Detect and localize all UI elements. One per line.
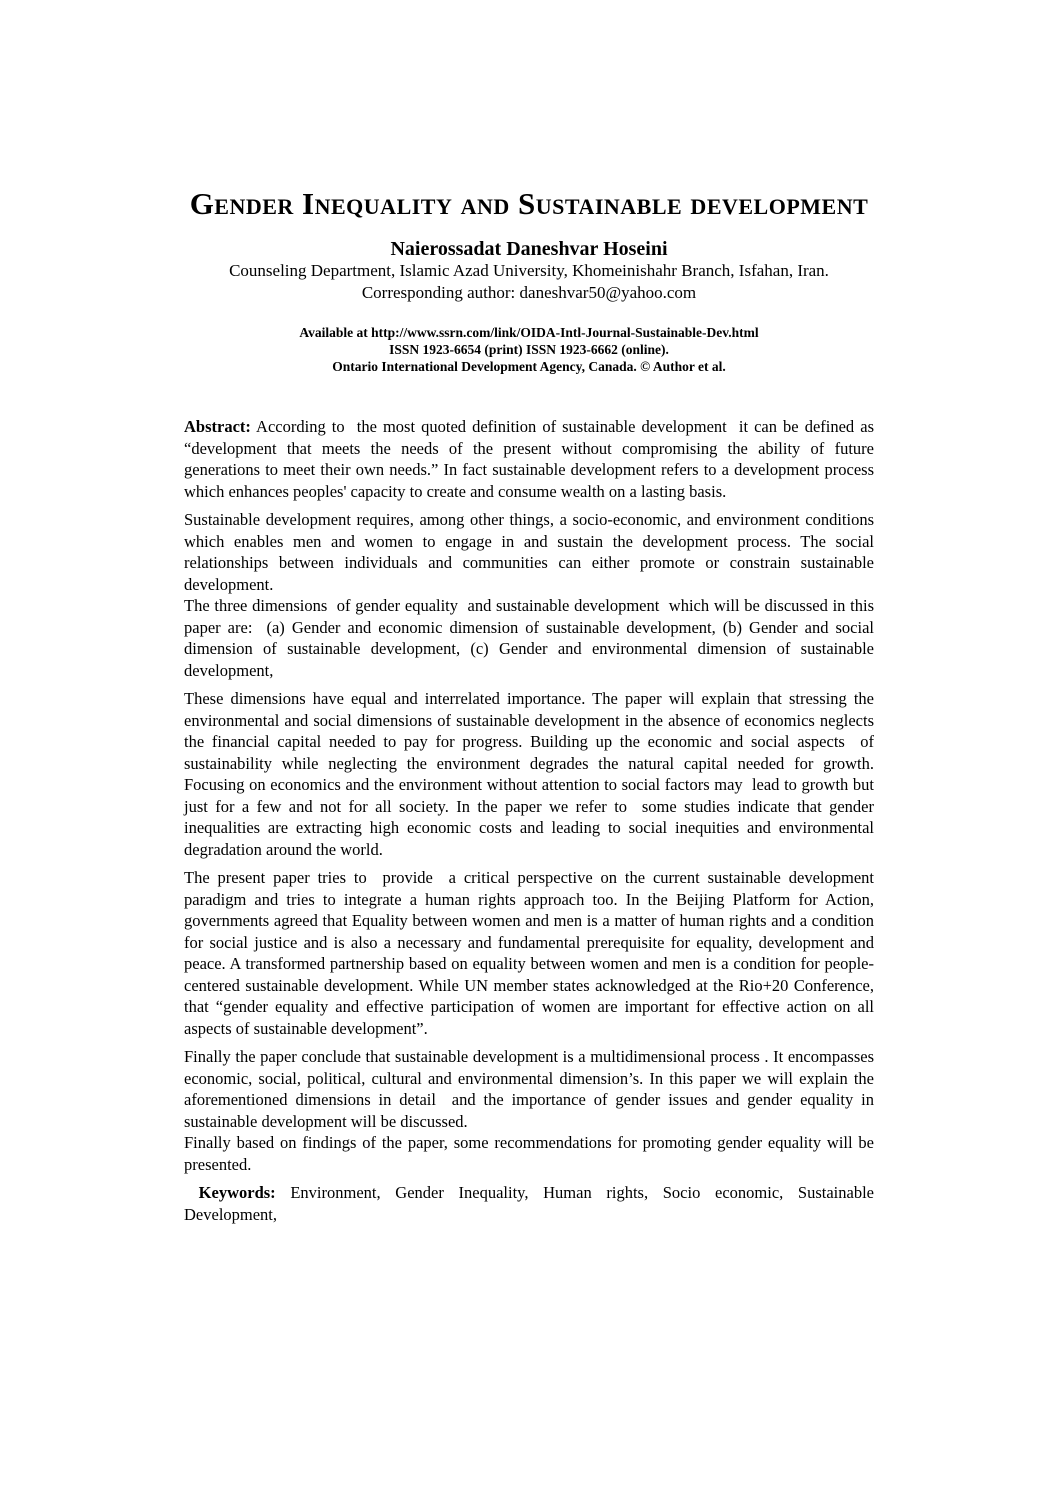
corresponding-author: Corresponding author: daneshvar50@yahoo.com bbox=[361, 283, 697, 302]
abstract-paragraph bbox=[184, 416, 879, 502]
abstract-paragraph bbox=[184, 509, 879, 595]
issn-line: ISSN 1923-6654 (print) ISSN 1923-6662 (online). bbox=[389, 342, 669, 357]
abstract-paragraph-text: The three dimensions of gender equality and sustainable development which will be discussed in this paper are: (a) Gender and economic dimension of sustainable development, (b) Gender and social dimension of sustainable development, (c) Gender and environmental dimension of sustainable development, bbox=[184, 596, 879, 680]
abstract-paragraph bbox=[184, 595, 879, 681]
author-affiliation: Counseling Department, Islamic Azad University, Khomeinishahr Branch, Isfahan, Iran. bbox=[229, 261, 829, 280]
keywords-text: Environment, Gender Inequality, Human rights, Socio economic, Sustainable Development, bbox=[184, 1183, 879, 1224]
abstract-paragraph bbox=[184, 1046, 879, 1132]
abstract-paragraph-text: These dimensions have equal and interrelated importance. The paper will explain that stressing the environmental and social dimensions of sustainable development in the absence of economics neglects the financial capital needed to pay for progress. Building up the economic and social aspects of sustainability while neglecting the environment degrades the natural capital needed for growth. Focusing on economics and the environment without attention to social factors may lead to growth but just for a few and not for all society. In the paper we refer to some studies indicate that gender inequalities are extracting high economic costs and leading to social inequities and environmental degradation around the world. bbox=[184, 689, 883, 859]
publisher-copyright-line: Ontario International Development Agency, Canada. © Author et al. bbox=[332, 359, 726, 374]
abstract-paragraph-text: According to the most quoted definition of sustainable development it can be defined as “development that meets the needs of the present without compromising the ability of future generations to meet their own needs.” In fact sustainable development refers to a development process which enhances peoples' capacity to create and consume wealth on a lasting basis. bbox=[184, 417, 879, 501]
abstract-paragraph-text: Sustainable development requires, among other things, a socio-economic, and environment conditions which enables men and women to engage in and sustain the development process. The social relationships between individuals and communities can either promote or constrain sustainable development. bbox=[184, 510, 879, 594]
paper-header bbox=[0, 0, 1058, 375]
author-name: Naierossadat Daneshvar Hoseini bbox=[390, 238, 668, 260]
availability-block bbox=[0, 324, 1058, 375]
paper-title: Gender Inequality and Sustainable development bbox=[189, 186, 869, 221]
abstract-paragraph-text: Finally based on findings of the paper, some recommendations for promoting gender equality will be presented. bbox=[184, 1133, 879, 1174]
keywords-label: Keywords: bbox=[184, 1183, 276, 1202]
availability-url: Available at http://www.ssrn.com/link/OIDA-Intl-Journal-Sustainable-Dev.html bbox=[299, 325, 759, 340]
abstract-label: Abstract: bbox=[184, 417, 251, 436]
abstract-paragraph bbox=[184, 867, 879, 1039]
keywords-paragraph bbox=[184, 1182, 879, 1225]
abstract-paragraph bbox=[184, 1132, 879, 1175]
abstract-paragraph bbox=[184, 688, 883, 860]
abstract-section bbox=[184, 416, 883, 1225]
abstract-paragraph-text: Finally the paper conclude that sustainable development is a multidimensional process . It encompasses economic, social, political, cultural and environmental dimension’s. In this paper we will explain the aforementioned dimensions in detail and the importance of gender issues and gender equality in sustainable development will be discussed. bbox=[184, 1047, 879, 1131]
abstract-paragraph-text: The present paper tries to provide a critical perspective on the current sustainable development paradigm and tries to integrate a human rights approach too. In the Beijing Platform for Action, governments agreed that Equality between women and men is a matter of human rights and a condition for social justice and is also a necessary and fundamental prerequisite for equality, development and peace. A transformed partnership based on equality between women and men is a condition for people-centered sustainable development. While UN member states acknowledged at the Rio+20 Conference, that “gender equality and effective participation of women are important for effective action on all aspects of sustainable development”. bbox=[184, 868, 879, 1038]
